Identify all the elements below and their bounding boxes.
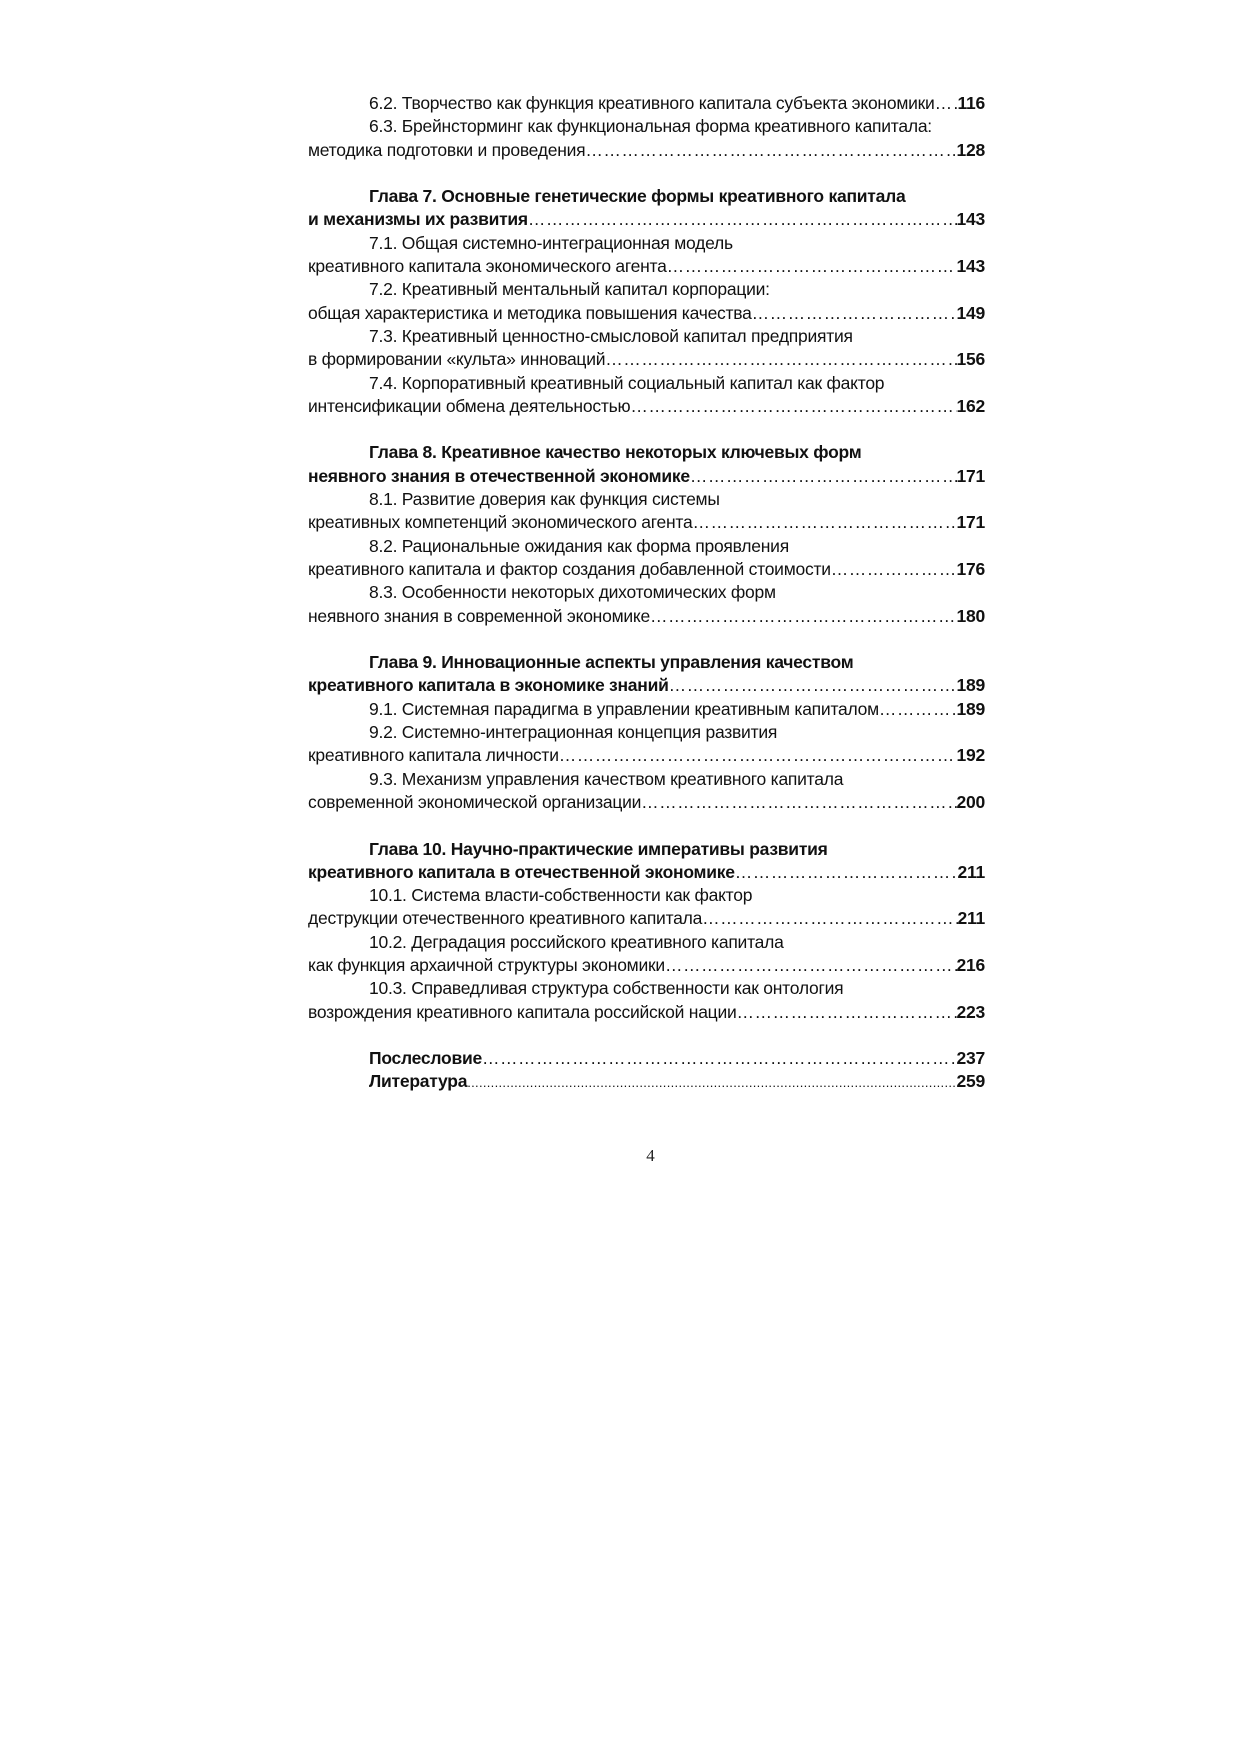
spacer [308,418,985,441]
leader-dots [559,744,957,767]
toc-entry-9-3-line-1[interactable] [308,768,985,791]
toc-page-number: 211 [957,861,985,882]
chapter-title: креативного капитала в отечественной экономике [308,861,735,882]
chapter-title: Глава 10. Научно-практические императивы развития [369,838,828,859]
toc-entry-6-3-line-1[interactable] [308,115,985,138]
toc-entry-7-3-line-2[interactable] [308,348,985,371]
toc-page-number: 171 [956,512,985,533]
toc-entry-8-3-line-2[interactable] [308,605,985,628]
toc-entry-8-1-line-2[interactable] [308,511,985,534]
toc-entry-10-3-line-1[interactable] [308,977,985,1000]
leader-dots [467,1070,956,1093]
toc-entry-10-1-line-1[interactable] [308,884,985,907]
toc-page-number: 171 [956,465,985,486]
spacer [308,814,985,837]
leader-dots [630,395,956,418]
toc-entry-title: Послесловие [369,1048,482,1069]
toc-page-number: 223 [956,1001,985,1022]
toc-entry-title: 7.1. Общая системно-интеграционная модель [369,232,733,253]
toc-entry-title: как функция архаичной структуры экономики [308,954,665,975]
page-number: 4 [646,1146,655,1165]
toc-entry-8-1-line-1[interactable] [308,488,985,511]
toc-page-number: 143 [956,209,985,230]
toc-page-number: 162 [956,395,985,416]
chapter-title: неявного знания в отечественной экономике [308,465,690,486]
toc-entry-title: 6.2. Творчество как функция креативного капитала субъекта экономики [369,93,935,113]
toc-entry-title: креативного капитала экономического агента [308,256,667,277]
toc-entry-title: 9.1. Системная парадигма в управлении креативным капиталом [369,698,879,719]
leader-dots [831,558,957,581]
leader-dots [528,208,957,231]
toc-entry-title: современной экономической организации [308,791,642,812]
toc-entry-title: возрождения креативного капитала российской нации [308,1001,737,1022]
table-of-contents [308,92,985,1094]
toc-entry-9-1[interactable] [308,698,985,721]
toc-entry-title: в формировании «культа» инноваций [308,349,606,370]
toc-entry-7-2-line-1[interactable] [308,278,985,301]
toc-entry-7-1-line-1[interactable] [308,232,985,255]
toc-entry-10-2-line-1[interactable] [308,931,985,954]
toc-entry-title: интенсификации обмена деятельностью [308,395,631,416]
leader-dots [667,255,957,278]
toc-entry-title: 7.4. Корпоративный креативный социальный капитал как фактор [369,372,885,393]
toc-entry-8-2-line-1[interactable] [308,535,985,558]
chapter-title: Глава 9. Инновационные аспекты управления качеством [369,652,854,673]
leader-dots [879,698,957,721]
toc-entry-9-3-line-2[interactable] [308,791,985,814]
toc-entry-9-2-line-1[interactable] [308,721,985,744]
toc-page-number: 180 [956,605,985,626]
toc-entry-title: общая характеристика и методика повышения качества [308,302,752,323]
chapter-title: Глава 7. Основные генетические формы креативного капитала [369,186,906,207]
leader-dots [935,92,958,115]
toc-entry-title: 9.2. Системно-интеграционная концепция развития [369,722,778,743]
leader-dots [585,139,956,162]
toc-entry-7-3-line-1[interactable] [308,325,985,348]
leader-dots [665,954,957,977]
leader-dots [752,302,957,325]
toc-entry-title: Литература [369,1071,468,1092]
toc-chapter-10-line-2[interactable] [308,861,985,884]
leader-dots [641,791,956,814]
leader-dots [737,1001,957,1024]
toc-entry-10-3-line-2[interactable] [308,1001,985,1024]
toc-entry-title: креативного капитала и фактор создания добавленной стоимости [308,558,831,579]
toc-page-number: 189 [956,698,985,719]
toc-page-number: 189 [956,675,985,696]
leader-dots [702,907,957,930]
toc-chapter-8-line-2[interactable] [308,465,985,488]
toc-entry-title: 10.1. Система власти-собственности как фактор [369,885,753,906]
toc-entry-9-2-line-2[interactable] [308,744,985,767]
toc-entry-literature[interactable] [308,1070,985,1093]
toc-entry-8-2-line-2[interactable] [308,558,985,581]
toc-entry-title: 7.3. Креативный ценностно-смысловой капитал предприятия [369,325,853,346]
toc-page-number: 176 [956,558,985,579]
spacer [308,162,985,185]
toc-page-number: 200 [956,791,985,812]
toc-chapter-7-line-2[interactable] [308,208,985,231]
leader-dots [650,605,957,628]
toc-page-number: 259 [956,1071,985,1092]
toc-page-number: 216 [956,954,985,975]
toc-entry-title: деструкции отечественного креативного капитала [308,908,703,929]
toc-chapter-8-line-1[interactable] [308,441,985,464]
toc-entry-6-3-line-2[interactable] [308,139,985,162]
toc-entry-6-2[interactable] [308,92,985,115]
leader-dots [605,348,956,371]
leader-dots [482,1047,957,1070]
toc-page-number: 128 [956,139,985,160]
toc-page-number: 143 [956,256,985,277]
toc-entry-title: 6.3. Брейнсторминг как функциональная форма креативного капитала: [369,116,932,137]
toc-entry-8-3-line-1[interactable] [308,581,985,604]
toc-entry-7-2-line-2[interactable] [308,302,985,325]
toc-entry-afterword[interactable] [308,1047,985,1070]
toc-chapter-9-line-1[interactable] [308,651,985,674]
toc-chapter-10-line-1[interactable] [308,838,985,861]
toc-entry-title: 8.3. Особенности некоторых дихотомических форм [369,582,776,603]
spacer [308,1024,985,1047]
toc-chapter-7-line-1[interactable] [308,185,985,208]
toc-page-number: 149 [956,302,985,323]
leader-dots [669,674,957,697]
toc-entry-title: креативного капитала личности [308,745,559,766]
toc-entry-title: 10.2. Деградация российского креативного капитала [369,931,784,952]
toc-entry-7-4-line-1[interactable] [308,372,985,395]
toc-page-number: 156 [956,349,985,370]
chapter-title: Глава 8. Креативное качество некоторых ключевых форм [369,442,862,463]
toc-page-number: 211 [957,908,985,929]
leader-dots [693,511,957,534]
toc-page-number: 116 [957,93,985,113]
toc-entry-7-1-line-2[interactable] [308,255,985,278]
leader-dots [735,861,958,884]
toc-entry-10-1-line-2[interactable] [308,907,985,930]
toc-chapter-9-line-2[interactable] [308,674,985,697]
toc-entry-7-4-line-2[interactable] [308,395,985,418]
toc-entry-title: неявного знания в современной экономике [308,605,650,626]
toc-entry-title: 10.3. Справедливая структура собственности как онтология [369,978,844,999]
toc-page-number: 237 [956,1048,985,1069]
leader-dots [690,465,957,488]
toc-entry-title: методика подготовки и проведения [308,139,586,160]
toc-entry-10-2-line-2[interactable] [308,954,985,977]
toc-entry-title: креативных компетенций экономического агента [308,512,693,533]
toc-entry-title: 9.3. Механизм управления качеством креативного капитала [369,768,844,789]
toc-entry-title: 7.2. Креативный ментальный капитал корпорации: [369,279,770,300]
chapter-title: креативного капитала в экономике знаний [308,675,669,696]
toc-entry-title: 8.2. Рациональные ожидания как форма проявления [369,535,789,556]
chapter-title: и механизмы их развития [308,209,528,230]
toc-entry-title: 8.1. Развитие доверия как функция системы [369,489,720,510]
toc-page-number: 192 [956,745,985,766]
spacer [308,628,985,651]
